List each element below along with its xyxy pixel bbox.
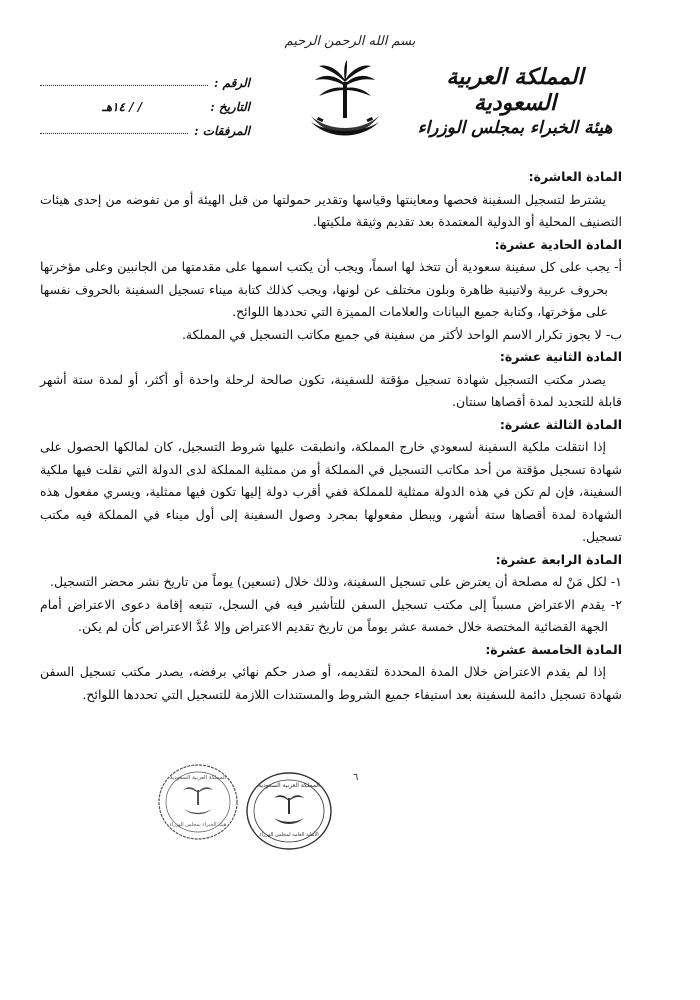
article-10 xyxy=(40,166,622,234)
article-heading: المادة الرابعة عشرة: xyxy=(495,551,622,567)
date-row xyxy=(40,90,250,114)
saudi-emblem-icon xyxy=(305,60,385,146)
ref-row xyxy=(40,66,250,90)
official-seal-stamp xyxy=(244,770,334,852)
page-number: ٦ xyxy=(353,772,359,783)
stamp1-title: المملكة العربية السعودية xyxy=(258,782,320,789)
article-15 xyxy=(40,639,622,707)
stamp2-subtitle: هيئة الخبراء بمجلس الوزراء xyxy=(169,822,227,828)
article-heading: المادة الحادية عشرة: xyxy=(494,236,622,252)
stamp1-subtitle: الأمانة العامة لمجلس الوزراء xyxy=(259,832,319,838)
article-clause: ب- لا يجوز تكرار الاسم الواحد لأكثر من سفينة في جميع مكاتب التسجيل في المملكة. xyxy=(181,326,622,342)
ref-label: الرقم : xyxy=(214,76,250,90)
article-heading: المادة الثالثة عشرة: xyxy=(499,416,622,432)
official-seal-stamp-2 xyxy=(156,762,240,842)
article-12 xyxy=(40,346,622,414)
article-paragraph: إذا لم يقدم الاعتراض خلال المدة المحددة لتقديمه، أو صدر حكم نهائي برفضه، يصدر مكتب تسجيل السفن شهادة تسجيل دائمة للسفينة بعد استيفاء جميع الشروط والمستندات اللازمة للتسجيل التي تحددها اللوائح. xyxy=(40,664,622,702)
org-line-1: المملكة العربية السعودية xyxy=(446,64,584,116)
document-body xyxy=(40,166,622,706)
article-heading: المادة الثانية عشرة: xyxy=(499,349,622,364)
article-clause: أ- يجب على كل سفينة سعودية أن تتخذ لها اسماً، ويجب أن يكتب اسمها على مقدمتها من الجانبين وعلى مؤخرتها بحروف عربية ولاتينية ظاهرة وبلون مختلف عن لونها، ويجب كذلك كتابة ميناء تسجيل السفينة بالحروف نفسها على مؤخرتها، وكتابة جميع البيانات والعلامات المميزة التي تحددها اللوائح. xyxy=(40,259,622,319)
article-14 xyxy=(40,549,622,639)
attachments-label: المرفقات : xyxy=(194,124,250,138)
attachments-line xyxy=(40,132,188,134)
article-clause: ١- لكل مَنْ له مصلحة أن يعترض على تسجيل السفينة، وذلك خلال (تسعين) يوماً من تاريخ نشر محضر التسجيل. xyxy=(50,574,622,589)
date-label: التاريخ : xyxy=(210,100,250,114)
article-11 xyxy=(40,234,622,347)
ref-line xyxy=(40,84,208,86)
letterhead-org xyxy=(410,64,620,140)
article-heading: المادة الخامسة عشرة: xyxy=(485,641,622,657)
article-heading: المادة العاشرة: xyxy=(528,169,622,184)
attachments-row xyxy=(40,114,250,138)
basmala: بسم الله الرحمن الرحيم xyxy=(284,34,416,49)
date-value: / / ١٤هـ xyxy=(102,100,143,114)
article-paragraph: يشترط لتسجيل السفينة فحصها ومعاينتها وقياسها وتقدير حمولتها من قبل الهيئة أو من تفوضه من إحدى هيئات التصنيف المحلية أو الدولية المعتمدة بعد تقديم وثيقة ملكيتها. xyxy=(40,191,622,229)
stamp2-title: المملكة العربية السعودية xyxy=(169,775,227,781)
article-paragraph: يصدر مكتب التسجيل شهادة تسجيل مؤقتة للسفينة، تكون صالحة لرحلة واحدة أو أكثر، أو لمدة ستة أشهر قابلة للتجديد لمدة أقصاها سنتان. xyxy=(40,371,622,409)
article-13 xyxy=(40,414,622,549)
org-line-2: هيئة الخبراء بمجلس الوزراء xyxy=(417,118,613,138)
reference-block xyxy=(40,66,250,138)
article-clause: ٢- يقدم الاعتراض مسبباً إلى مكتب تسجيل السفن للتأشير فيه في السجل، تتبعه إقامة دعوى الاعتراض أمام الجهة القضائية المختصة خلال خمسة عشر يوماً من تاريخ تقديم الاعتراض وإلا عُدَّ الاعتراض كأن لم يكن. xyxy=(40,596,622,634)
article-paragraph: إذا انتقلت ملكية السفينة لسعودي خارج المملكة، وانطبقت عليها شروط التسجيل، كان لمالكها الحصول على شهادة تسجيل مؤقتة من أحد مكاتب التسجيل في المملكة أو من ممثلية المملكة لدى الدولة التي نقلت فيها ملكية السفينة، فإن لم تكن في هذه الدولة ممثلية للمملكة ففي أقرب دولة إليها تكون فيها ممثلية، ويسري مفعول هذه الشهادة لمدة أقصاها ستة أشهر، ويبطل مفعولها بمجرد وصول السفينة إلى أول ميناء في المملكة فيه مكتب تسجيل. xyxy=(40,439,622,544)
